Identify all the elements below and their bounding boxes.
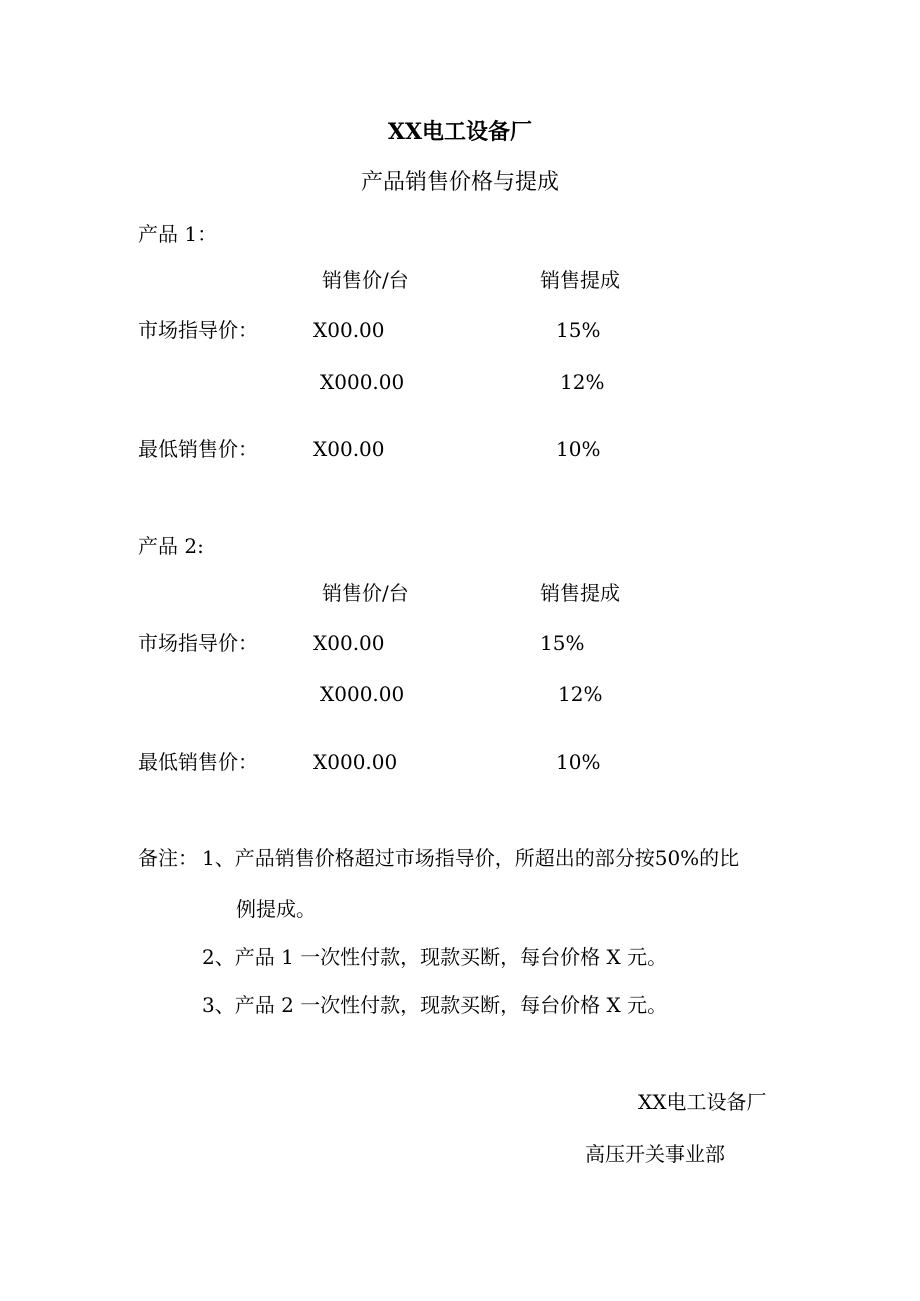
notes-prefix: 备注：	[138, 846, 198, 870]
product-2-guide-price-2: X000.00	[320, 682, 405, 706]
product-1-commission-header: 销售提成	[540, 268, 620, 292]
note-item-3: 3、产品 2 一次性付款，现款买断，每台价格 X 元。	[202, 993, 668, 1017]
product-1-min-commission: 10%	[556, 437, 601, 461]
note-item-2: 2、产品 1 一次性付款，现款买断，每台价格 X 元。	[202, 945, 668, 969]
product-1-min-label: 最低销售价：	[138, 437, 258, 461]
signature-company: XX电工设备厂	[638, 1090, 767, 1114]
product-1-min-price: X00.00	[313, 437, 385, 461]
product-2-price-header: 销售价/台	[322, 581, 409, 605]
product-2-commission-header: 销售提成	[540, 581, 620, 605]
note-item-1-continued: 例提成。	[236, 897, 316, 921]
product-1-guide-price-1: X00.00	[313, 318, 385, 342]
company-title: XX电工设备厂	[387, 119, 533, 145]
product-1-guide-commission-2: 12%	[560, 370, 605, 394]
page-title: 产品销售价格与提成	[360, 170, 559, 195]
note-item-1: 1、产品销售价格超过市场指导价，所超出的部分按50%的比	[202, 846, 740, 870]
product-2-min-price: X000.00	[313, 750, 398, 774]
signature-department: 高压开关事业部	[585, 1142, 725, 1166]
product-2-guide-label: 市场指导价：	[138, 631, 258, 655]
product-2-label: 产品 2:	[138, 534, 204, 558]
product-2-guide-price-1: X00.00	[313, 631, 385, 655]
product-1-guide-price-2: X000.00	[320, 370, 405, 394]
product-1-label: 产品 1：	[138, 222, 218, 246]
product-1-price-header: 销售价/台	[322, 268, 409, 292]
product-2-guide-commission-1: 15%	[540, 631, 585, 655]
product-2-min-label: 最低销售价：	[138, 750, 258, 774]
product-2-guide-commission-2: 12%	[558, 682, 603, 706]
product-1-guide-commission-1: 15%	[556, 318, 601, 342]
product-1-guide-label: 市场指导价：	[138, 318, 258, 342]
product-2-min-commission: 10%	[556, 750, 601, 774]
